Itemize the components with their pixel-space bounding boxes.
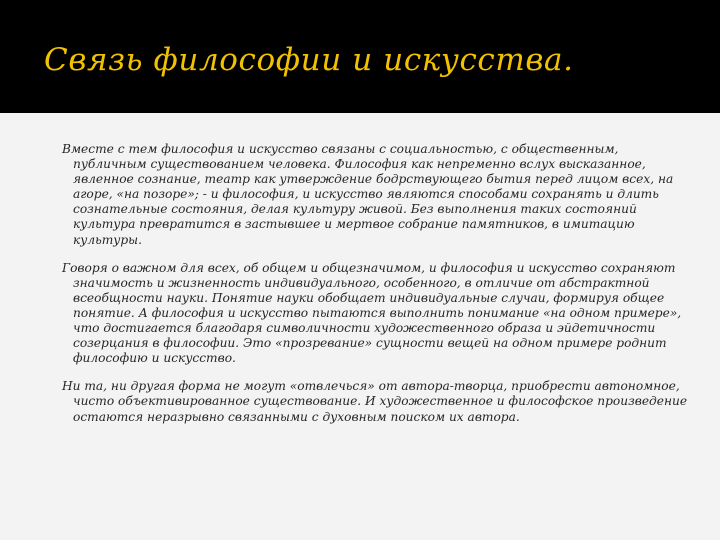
slide-title: Связь философии и искусства. (44, 42, 574, 78)
paragraph-2: Говоря о важном для всех, об общем и общезначимом, и философия и искусство сохраняют значимость и жизненность индивидуального, особенного, в отличие от абстрактной всеобщности науки. Понятие науки обобщает индивидуальные случаи, формируя общее понятие. А философия и искусство пытаются выполнить понимание «на одном примере», что достигается благодаря символичности художественного образа и эйдетичности созерцания в философии. Это «прозревание» сущности вещей на одном примере роднит философию и искусство. (62, 260, 682, 366)
title-band (0, 0, 720, 113)
slide-body (62, 142, 692, 438)
paragraph-1: Вместе с тем философия и искусство связаны с социальностью, с общественным, публичным существованием человека. Философия как непременно вслух высказанное, явленное сознание, театр как утверждение бодрствующего бытия перед лицом всех, на агоре, «на позоре»; - и философия, и искусство являются способами сохранять и длить сознательные состояния, делая культуру живой. Без выполнения таких состояний культура превратится в застывшее и мертвое собрание памятников, в имитацию культуры. (62, 142, 674, 247)
paragraph-3: Ни та, ни другая форма не могут «отвлечься» от автора-творца, приобрести автономное, чисто объективированное существование. И художественное и философское произведение остаются неразрывно связанными с духовным поиском их автора. (62, 379, 688, 424)
